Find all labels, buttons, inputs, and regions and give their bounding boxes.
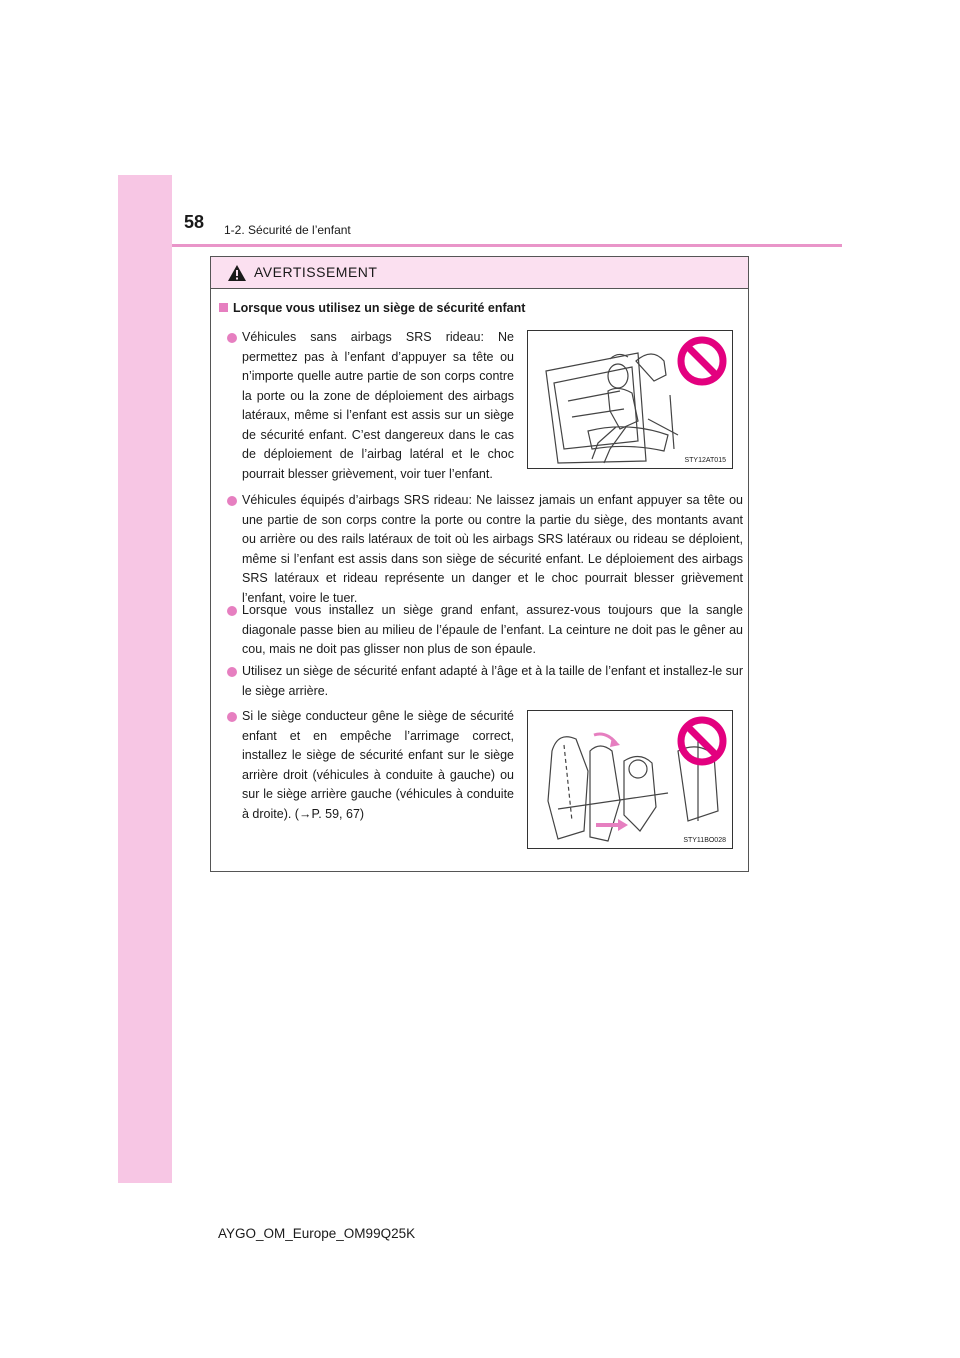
warning-box <box>210 256 749 872</box>
bullet-dot-icon <box>227 712 237 722</box>
figure-code: STY11BO028 <box>683 837 726 844</box>
bullet-item: Véhicules équipés d’airbags SRS rideau: Ne laissez jamais un enfant appuyer sa tête ou une partie de son corps contre la porte ou contre la partie du siège, des montants avant ou arrière ou des rails latéraux de toit où les airbags SRS latéraux ou rideau se déploient, même si l’enfant est assis dans son siège de sécurité enfant. Le déploiement des airbags SRS latéraux et rideau représente un danger et le choc pourrait blesser grièvement l’enfant, voire le tuer. <box>242 491 743 608</box>
warning-heading <box>219 301 525 315</box>
section-title: 1-2. Sécurité de l’enfant <box>224 223 351 237</box>
prohibited-sign-icon <box>676 715 728 767</box>
bullet-item: Lorsque vous installez un siège grand enfant, assurez-vous toujours que la sangle diagonale passe bien au milieu de l’épaule de l’enfant. La ceinture ne doit pas le gêner au cou, mais ne doit pas glisser non plus de son épaule. <box>242 601 743 660</box>
bullet-dot-icon <box>227 496 237 506</box>
figure-child-head-against-door <box>527 330 733 469</box>
bullet-item: Si le siège conducteur gêne le siège de sécurité enfant et en empêche l’arrimage correct, installez le siège de sécurité enfant sur le siège arrière droit (véhicules à conduite à gauche) ou sur le siège arrière gauche (véhicules à conduite à droite). (→P. 59, 67) <box>242 707 514 824</box>
bullet-dot-icon <box>227 606 237 616</box>
figure-code: STY12AT015 <box>684 457 726 464</box>
warning-title: AVERTISSEMENT <box>254 264 378 280</box>
warning-triangle-icon <box>227 264 247 282</box>
document-footer: AYGO_OM_Europe_OM99Q25K <box>218 1226 416 1241</box>
bullet-dot-icon <box>227 333 237 343</box>
warning-heading-text: Lorsque vous utilisez un siège de sécurité enfant <box>233 301 526 315</box>
bullet-dot-icon <box>227 667 237 677</box>
prohibited-sign-icon <box>676 335 728 387</box>
header-rule <box>172 244 842 247</box>
warning-header <box>211 257 748 289</box>
side-band <box>118 175 172 1183</box>
bullet-item: Véhicules sans airbags SRS rideau: Ne permettez pas à l’enfant d’appuyer sa tête ou n’importe quelle autre partie de son corps contre la porte ou la zone de déploiement des airbags latéraux, même si l’enfant est assis sur un siège de sécurité enfant. C’est dangereux dans le cas de déploiement de l’airbag latéral et le choc pourrait blesser grièvement, voir tuer l’enfant. <box>242 328 514 484</box>
square-bullet-icon <box>219 303 228 312</box>
page-number: 58 <box>184 212 205 232</box>
bullet-item: Utilisez un siège de sécurité enfant adapté à l’âge et à la taille de l’enfant et installez-le sur le siège arrière. <box>242 662 743 701</box>
figure-driver-seat-interference <box>527 710 733 849</box>
